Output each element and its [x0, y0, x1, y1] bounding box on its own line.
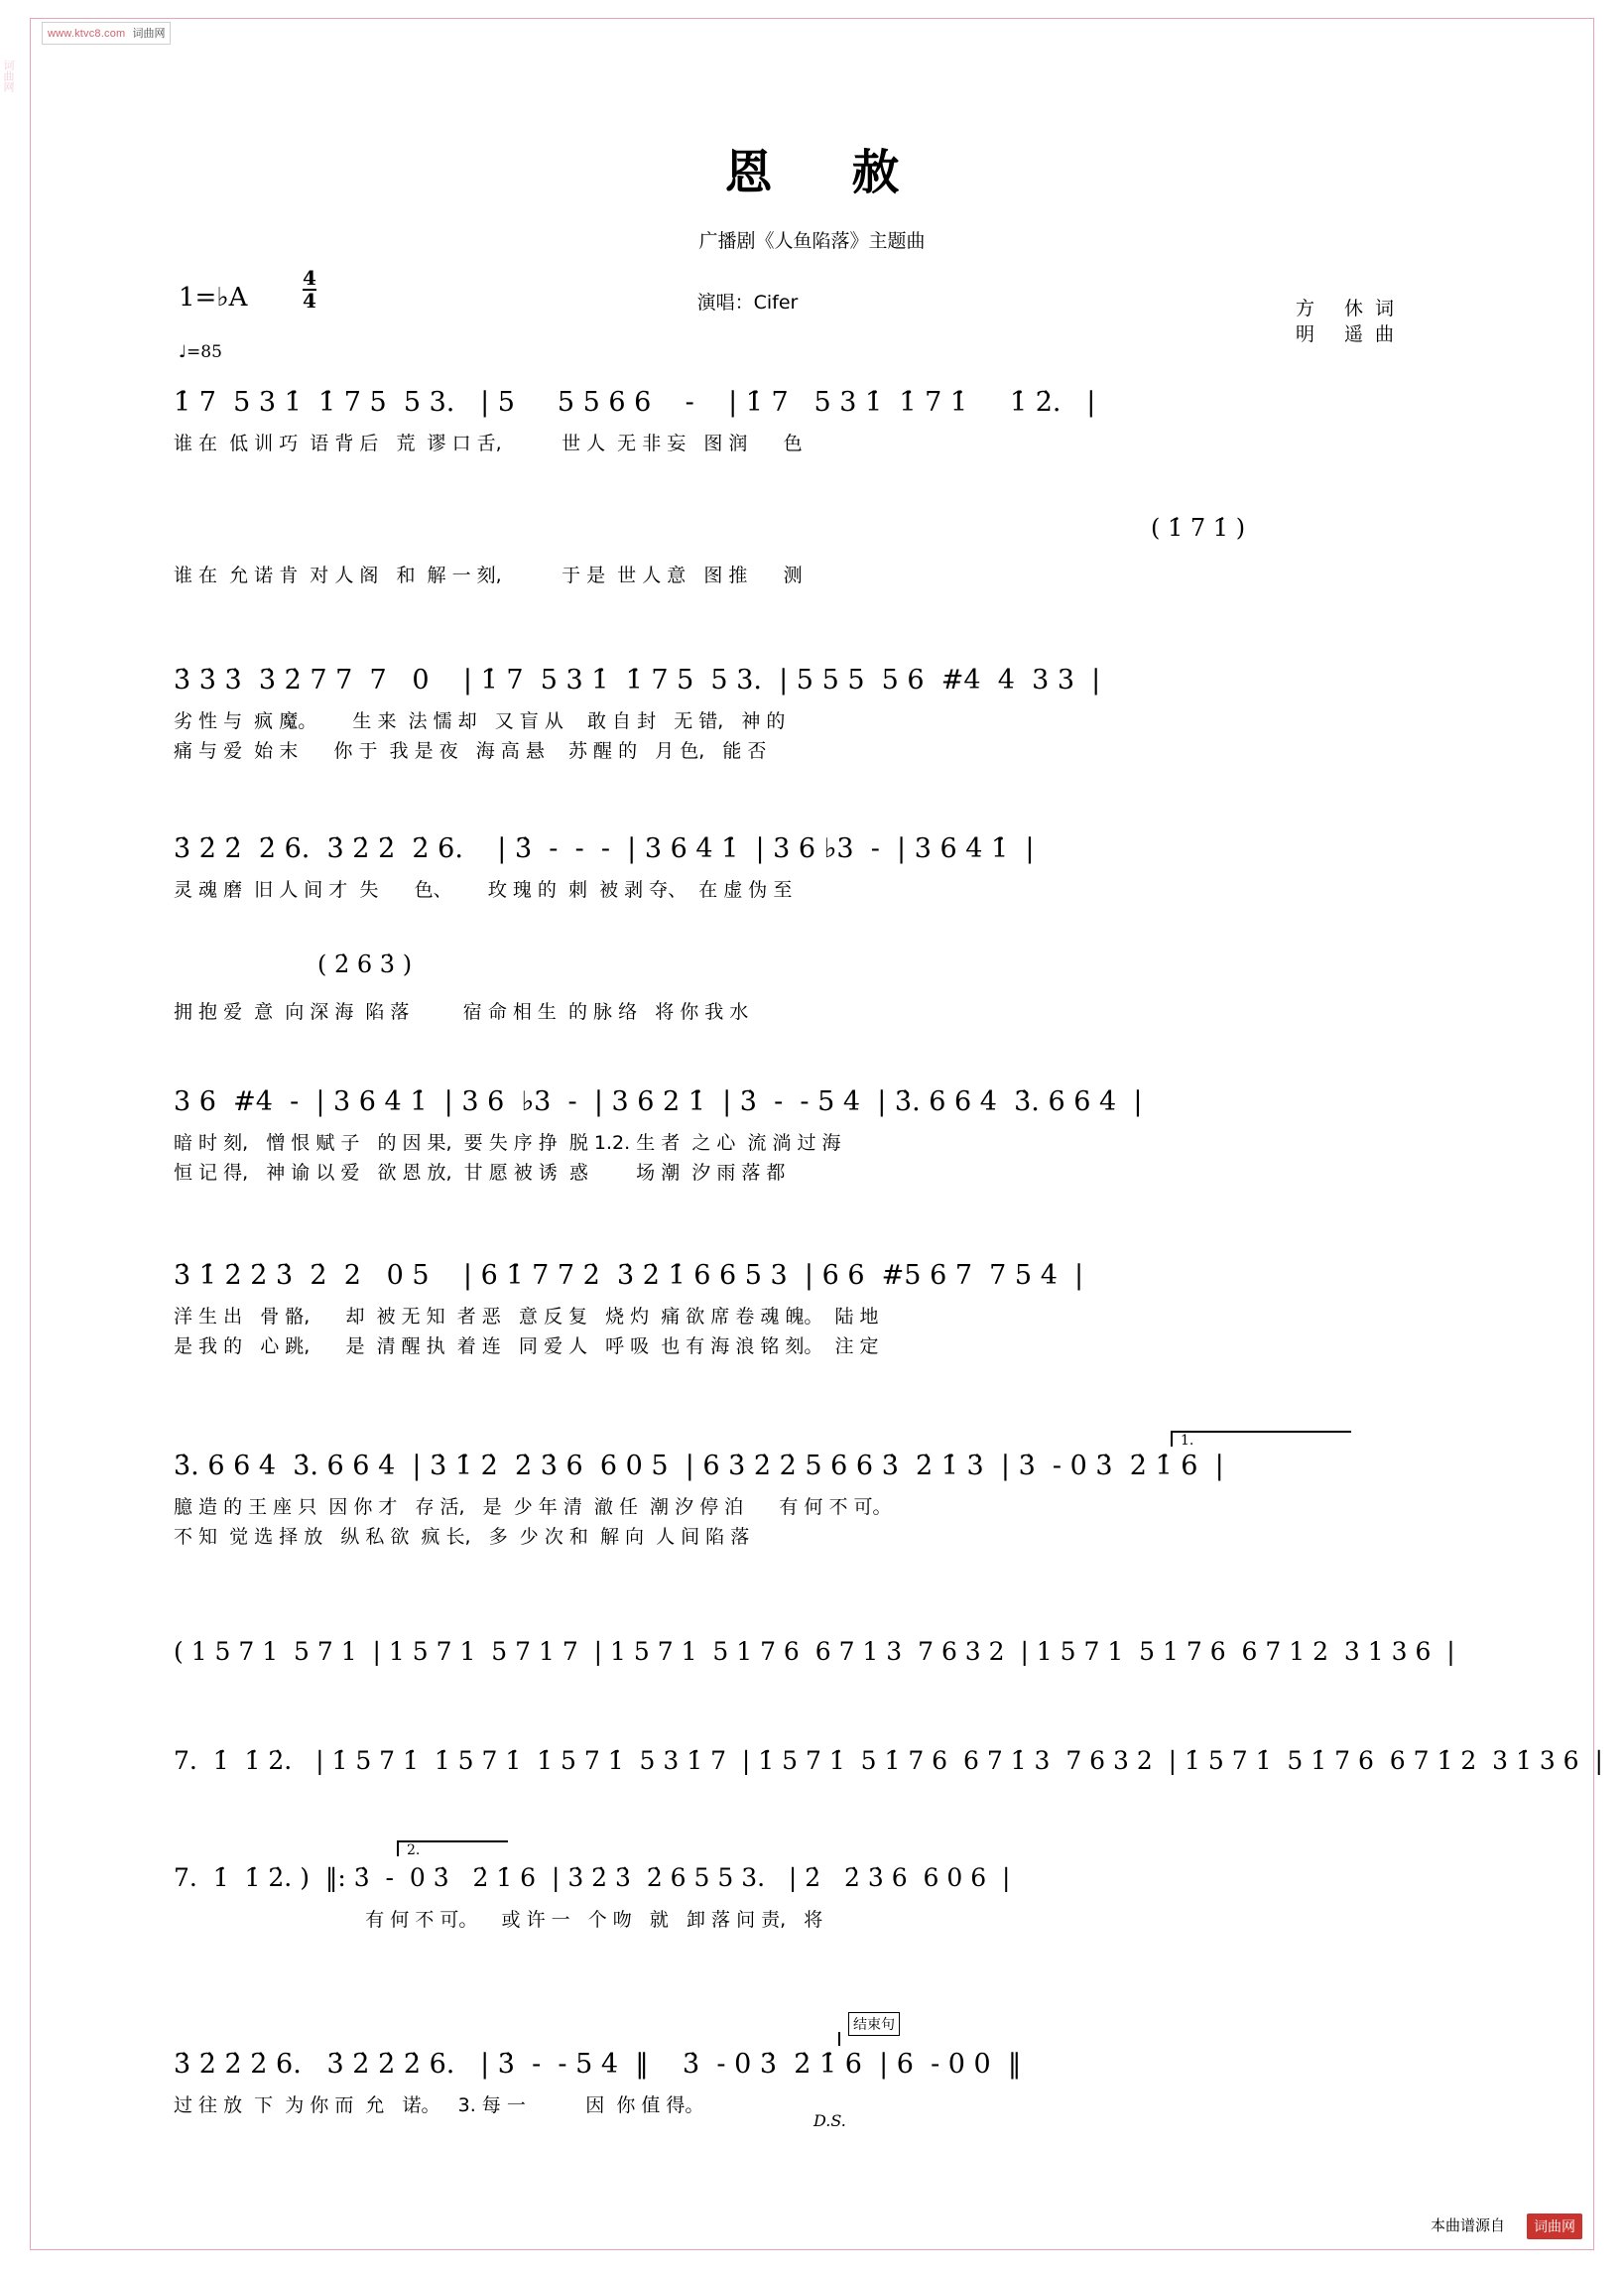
lyric-row-2: 不 知 觉 选 择 放 纵 私 欲 疯 长, 多 少 次 和 解 向 人 间 陷 落 — [174, 1526, 750, 1548]
lyric-row-2: 是 我 的 心 跳, 是 清 醒 执 着 连 同 爱 人 呼 吸 也 有 海 浪 铭 刻。 注 定 — [174, 1335, 879, 1357]
subtitle: 广播剧《人鱼陷落》主题曲 — [698, 230, 926, 252]
composer: 明 遥曲 — [1295, 323, 1406, 345]
lyric-row-1: 劣 性 与 疯 魔。 生 来 法 懦 却 又 盲 从 敢 自 封 无 错, 神 的 — [174, 710, 786, 732]
music-system-1-verse2 — [0, 561, 1564, 590]
note-row: ( 1 5 7 1 5 7 1 | 1 5 7 1 5 7 1 7 | 1 5 7 1 5 1 7 6 6 7 1 3 7 6 3 2 | 1 5 7 1 5 1 7 6 6 7 1 2 3 1 3 6 | — [174, 1637, 1455, 1666]
site-name: 词曲网 — [132, 28, 166, 40]
note-row: 3̇ 1̇ 2̇ 2̇ 3̇ 2̇ 2 0 5 | 6 1̇ 7 7 2̇ 3̇ 2̇ 1̇ 6 6 5 3 | 6 6 #5 6 7 7 5 4 | — [174, 1260, 1084, 1291]
lyric-row-1: 过 往 放 下 为 你 而 允 诺。 3. 每 一 因 你 值 得。 — [174, 2094, 704, 2116]
site-logo — [42, 22, 171, 45]
ds-mark: D.S. — [813, 2111, 846, 2130]
credits — [1296, 296, 1406, 347]
time-signature-numerator: 4 — [303, 266, 316, 290]
music-system-3 — [0, 833, 1564, 905]
note-row: 3 6 #4 - | 3 6 4 1̇ | 3 6 ♭3 - | 3 6 2 1̇ | 3̇ - - 5 4 | 3̇. 6 6 4 3̇. 6 6 4 | — [174, 1086, 1143, 1117]
page-title: 恩赦 — [724, 145, 979, 200]
ossia-notes-2: ( 2̇ 6 3̇ ) — [317, 950, 413, 978]
lyric-row-2: 恒 记 得, 神 谕 以 爱 欲 恩 放, 甘 愿 被 诱 惑 场 潮 汐 雨 落 都 — [174, 1162, 786, 1184]
lyric-row-1: 暗 时 刻, 憎 恨 赋 子 的 因 果, 要 失 序 挣 脱 1.2. 生 者 之 心 流 淌 过 海 — [174, 1132, 841, 1154]
site-url: www.ktvc8.com — [48, 28, 126, 40]
music-system-6 — [0, 1451, 1564, 1552]
ossia-notes-1: ( 1̇ 7 1̇ ) — [1151, 514, 1246, 542]
second-ending-label: 2. — [407, 1842, 421, 1858]
coda-label-box: 结束句 — [848, 2012, 900, 2036]
music-system-5 — [0, 1260, 1564, 1361]
lyric-row-1: 臆 造 的 王 座 只 因 你 才 存 活, 是 少 年 清 澈 任 潮 汐 停 泊 有 何 不 可。 — [174, 1496, 892, 1518]
footer-site-tag: 词曲网 — [1527, 2214, 1582, 2239]
tempo-marking: ♩=85 — [179, 342, 222, 362]
note-row: 3̇ 3̇ 3̇ 3̇ 2̇ 7 7 7 0 | 1̇ 7 5 3 1̇ 1̇ 7 5 5 3. | 5 5 5 5 6 #4 4 3 3 | — [174, 665, 1101, 696]
time-signature — [303, 268, 316, 312]
music-system-8 — [0, 1746, 1603, 1788]
lyric-row-2: 拥 抱 爱 意 向 深 海 陷 落 宿 命 相 生 的 脉 络 将 你 我 水 — [174, 1001, 749, 1023]
note-row: 3̇ 2̇ 2̇ 2̇ 6. 3̇ 2̇ 2̇ 2̇ 6. | 3̇ - - - | 3 6 4 1̇ | 3 6 ♭3 - | 3 6 4 1̇ | — [174, 833, 1035, 864]
note-row: 1̇ 7 5 3 1̇ 1̇ 7 5 5 3. | 5 5 5 6 6 - | 1̇ 7 5 3 1̇ 1̇ 7 1̇ 1̇ 2̇. | — [174, 387, 1096, 418]
lyric-row-1: 灵 魂 磨 旧 人 间 才 失 色、 玫 瑰 的 刺 被 剥 夺、 在 虚 伪 至 — [174, 879, 793, 901]
lyric-row-1: 谁 在 低 训 巧 语 背 后 荒 谬 口 舌, 世 人 无 非 妄 图 润 色 — [174, 433, 803, 454]
note-row: 3̇ 2̇ 2̇ 2̇ 6. 3̇ 2̇ 2̇ 2̇ 6. | 3̇ - - 5 4 ‖ 3̇ - 0 3̇ 2̇ 1̇ 6 | 6 - 0 0 ‖ — [174, 2049, 1022, 2080]
singer-line: 演唱：Cifer — [696, 292, 799, 314]
lyric-row-2: 痛 与 爱 始 末 你 于 我 是 夜 海 高 悬 苏 醒 的 月 色, 能 否 — [174, 740, 767, 762]
music-system-2 — [0, 665, 1564, 766]
music-system-1 — [0, 387, 1564, 458]
note-row: 3̇. 6 6 4 3̇. 6 6 4 | 3̇ 1̇ 2̇ 2̇ 3̇ 6 6 0 5 | 6 3̇ 2̇ 2̇ 5 6 6 3̇ 2̇ 1̇ 3̇ | 3̇ - 0 3̇ 2̇ 1̇ 6 | — [174, 1451, 1224, 1481]
first-ending-label: 1. — [1181, 1433, 1194, 1449]
watermark-text: 词曲网 — [2, 60, 14, 92]
note-row: 7. 1̇ 1̇ 2̇. ) ‖: 3̇ - 0 3̇ 2̇ 1̇ 6 | 3̇ 2̇ 3̇ 2̇ 6 5 5 3. | 2̇ 2̇ 3̇ 6 6 0 6 | — [174, 1863, 1011, 1892]
music-system-3-verse2 — [0, 997, 1564, 1027]
music-system-9 — [0, 1863, 1564, 1935]
music-system-7 — [0, 1637, 1564, 1679]
first-ending-bracket — [1171, 1431, 1351, 1447]
coda-bracket — [838, 2032, 969, 2046]
music-system-10 — [0, 2049, 1564, 2120]
lyric-row-2: 谁 在 允 诺 肯 对 人 阁 和 解 一 刻, 于 是 世 人 意 图 推 测 — [174, 565, 803, 586]
note-row: 7. 1̇ 1̇ 2̇. | 1̇ 5 7 1̇ 1̇ 5 7 1̇ 1̇ 5 7 1̇ 5 3 1̇ 7 | 1̇ 5 7 1̇ 5 1̇ 7 6 6 7 1̇ 3 7 6 3 2 | 1̇ 5 7 1̇ 5 1̇ 7 6 6 7 1̇ 2 3 1̇ 3 6 | — [174, 1746, 1603, 1775]
footer-source: 本曲谱源自 — [1430, 2216, 1505, 2234]
key-signature: 1=♭A — [179, 283, 248, 313]
lyricist: 方 休词 — [1295, 298, 1406, 319]
time-signature-denominator: 4 — [303, 289, 316, 313]
music-system-4 — [0, 1086, 1564, 1188]
lyric-row-1: 有 何 不 可。 或 许 一 个 吻 就 卸 落 问 责, 将 — [174, 1909, 823, 1931]
lyric-row-1: 洋 生 出 骨 骼, 却 被 无 知 者 恶 意 反 复 烧 灼 痛 欲 席 卷 魂 魄。 陆 地 — [174, 1306, 879, 1328]
